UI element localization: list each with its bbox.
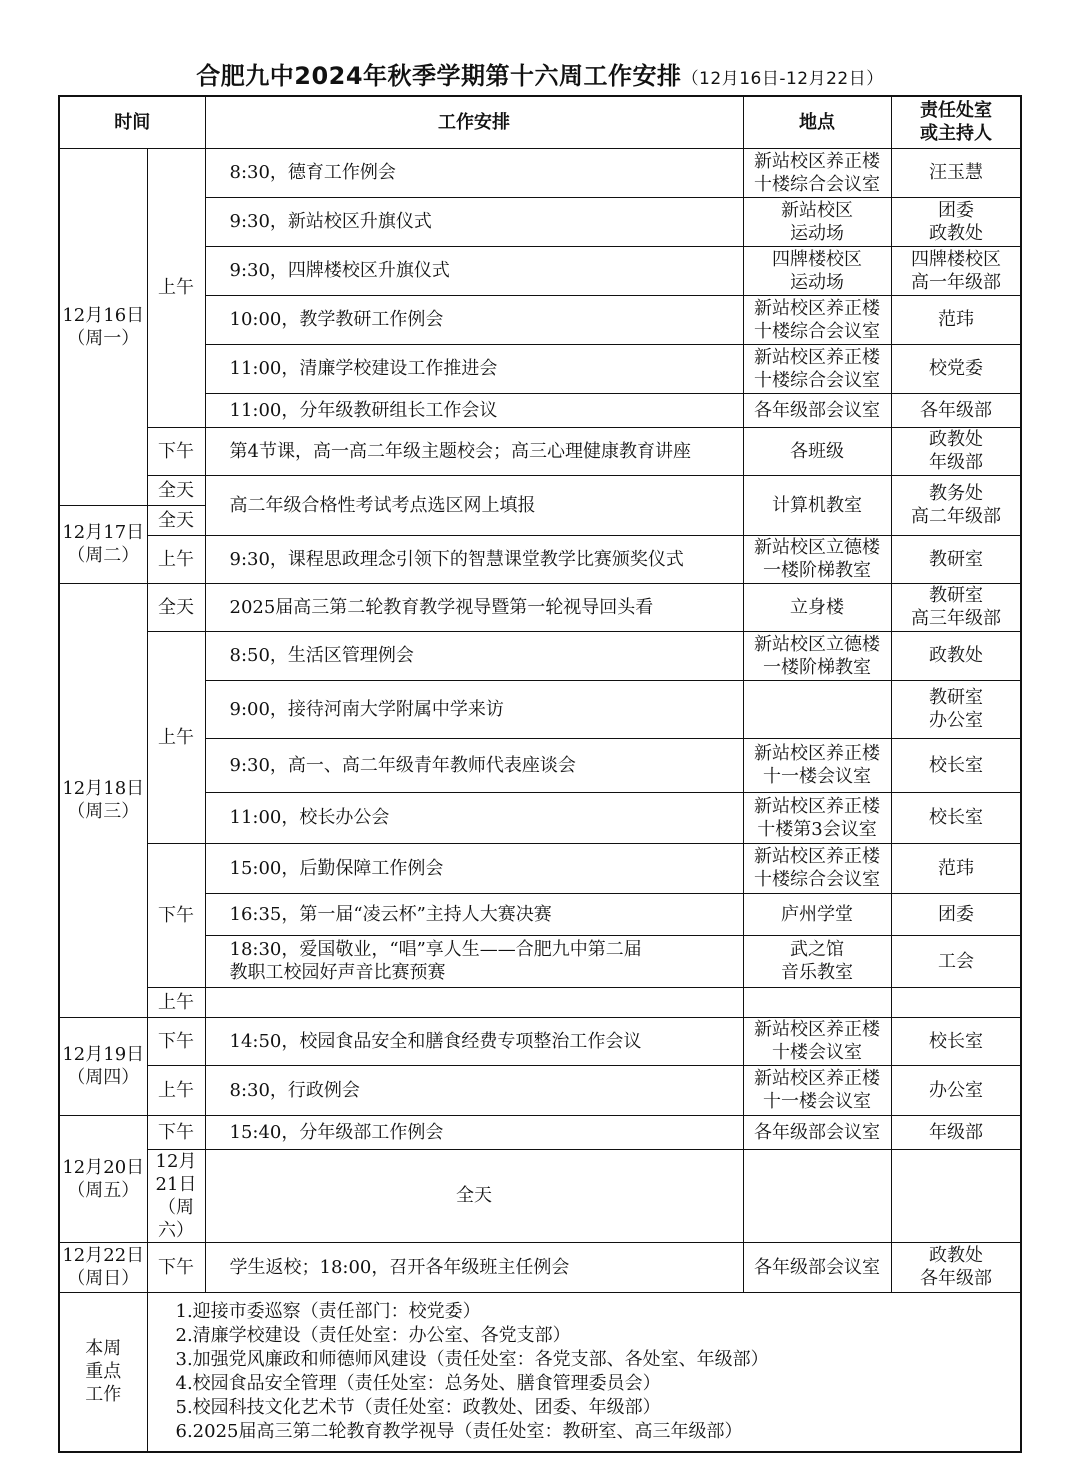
- focus-row: [59, 1292, 1021, 1452]
- day-label: 12月17日: [62, 522, 145, 543]
- work-text: 9:30，高一、高二年级青年教师代表座谈会: [229, 754, 576, 776]
- schedule-row: [59, 843, 1021, 893]
- day-cell: [147, 1149, 205, 1242]
- place-text: 各年级部会议室: [754, 399, 880, 421]
- work-cell: [205, 1115, 743, 1149]
- owner-text: 政教处: [929, 222, 983, 244]
- owner-cell: [891, 987, 1021, 1017]
- title-date-range: （12月16日-12月22日）: [681, 69, 884, 89]
- work-cell: [205, 427, 743, 475]
- day-label: 12月21日: [155, 1150, 197, 1195]
- owner-text: 工会: [938, 950, 974, 972]
- work-text: 8:30，德育工作例会: [229, 162, 396, 183]
- work-text: 15:00，后勤保障工作例会: [229, 857, 444, 879]
- work-text: 9:00，接待河南大学附属中学来访: [229, 698, 504, 720]
- work-text: 9:30，新站校区升旗仪式: [229, 211, 432, 232]
- owner-cell: [891, 197, 1021, 246]
- owner-text: 政教处: [929, 429, 983, 450]
- work-cell: [205, 987, 743, 1017]
- work-text: 9:30，课程思政理念引领下的智慧课堂教学比赛颁奖仪式: [229, 548, 684, 570]
- work-text: 第4节课，高一高二年级主题校会；高三心理健康教育讲座: [229, 440, 691, 462]
- work-cell: [205, 935, 743, 987]
- owner-text: 政教处: [929, 645, 983, 666]
- place-cell: [743, 680, 891, 738]
- day-label: （周四）: [67, 1067, 140, 1088]
- owner-cell: [891, 583, 1021, 631]
- owner-text: 校长室: [929, 1030, 983, 1052]
- period-cell: 下午: [147, 427, 205, 475]
- place-text: 十一楼会议室: [763, 766, 871, 787]
- place-text: 十楼会议室: [772, 1042, 862, 1063]
- period-cell: 全天: [147, 505, 205, 535]
- place-cell: [743, 631, 891, 680]
- place-cell: [743, 535, 891, 583]
- owner-text: 各年级部: [920, 399, 992, 421]
- focus-items: [147, 1292, 1021, 1452]
- place-text: 立身楼: [790, 596, 844, 618]
- owner-cell: [891, 843, 1021, 893]
- header-row: [59, 96, 1021, 148]
- focus-item: 3.加强党风廉政和师德师风建设（责任处室：各党支部、各处室、年级部）: [175, 1348, 769, 1370]
- place-cell: [743, 1017, 891, 1065]
- place-cell: [743, 583, 891, 631]
- owner-text: 团委: [938, 903, 974, 925]
- work-text: 11:00，分年级教研组长工作会议: [229, 399, 498, 421]
- work-cell: [205, 1065, 743, 1115]
- owner-text: 校长室: [929, 754, 983, 776]
- focus-item: 4.校园食品安全管理（责任处室：总务处、膳食管理委员会）: [175, 1372, 661, 1394]
- day-cell: [59, 1242, 147, 1292]
- place-text: 音乐教室: [781, 962, 853, 983]
- place-cell: [743, 738, 891, 792]
- place-text: 新站校区养正楼: [754, 743, 880, 764]
- owner-text: 办公室: [929, 1079, 983, 1101]
- place-cell: [743, 1065, 891, 1115]
- work-cell: [205, 475, 743, 535]
- schedule-row: [59, 987, 1021, 1017]
- owner-text: 高一年级部: [911, 271, 1001, 293]
- place-text: 十楼综合会议室: [754, 369, 880, 391]
- place-cell: [743, 893, 891, 935]
- schedule-row: [59, 475, 1021, 505]
- focus-label: [59, 1292, 147, 1452]
- owner-text: 范玮: [938, 309, 974, 330]
- work-cell: [743, 1149, 891, 1242]
- owner-cell: [891, 1017, 1021, 1065]
- period-cell: 上午: [147, 148, 205, 427]
- owner-text: 校党委: [929, 358, 983, 379]
- owner-cell: [891, 427, 1021, 475]
- place-cell: [743, 1115, 891, 1149]
- owner-cell: [891, 893, 1021, 935]
- owner-cell: [891, 792, 1021, 843]
- period-cell: 上午: [147, 987, 205, 1017]
- owner-cell: [891, 680, 1021, 738]
- owner-cell: [891, 393, 1021, 427]
- focus-item: 5.校园科技文化艺术节（责任处室：政教处、团委、年级部）: [175, 1396, 661, 1418]
- owner-cell: [891, 1242, 1021, 1292]
- work-text: 18:30，爱国敬业，“唱”享人生——合肥九中第二届: [229, 939, 642, 960]
- schedule-row: [59, 583, 1021, 631]
- place-text: 四牌楼校区: [772, 248, 862, 270]
- place-text: 一楼阶梯教室: [763, 560, 871, 581]
- owner-text: 年级部: [929, 452, 983, 473]
- place-text: 十楼综合会议室: [754, 173, 880, 195]
- work-cell: [205, 344, 743, 393]
- work-cell: [205, 738, 743, 792]
- schedule-row: [59, 148, 1021, 197]
- owner-text: 教研室: [929, 548, 983, 570]
- owner-text: 四牌楼校区: [911, 248, 1001, 270]
- owner-text: 年级部: [929, 1121, 983, 1143]
- place-cell: [743, 197, 891, 246]
- owner-cell: [891, 1115, 1021, 1149]
- day-label: （周五）: [67, 1179, 140, 1201]
- period-cell: 下午: [147, 1115, 205, 1149]
- place-text: 新站校区养正楼: [754, 297, 880, 319]
- owner-cell: [891, 246, 1021, 295]
- focus-item: 1.迎接市委巡察（责任部门：校党委）: [175, 1300, 481, 1322]
- place-text: 各班级: [790, 440, 844, 462]
- schedule-row: [59, 427, 1021, 475]
- work-cell: [205, 1242, 743, 1292]
- work-cell: [205, 843, 743, 893]
- day-label: （周三）: [67, 801, 140, 822]
- owner-cell: [891, 1065, 1021, 1115]
- place-text: 新站校区养正楼: [754, 846, 880, 867]
- day-cell: [59, 505, 147, 583]
- place-cell: [743, 246, 891, 295]
- place-text: 新站校区养正楼: [754, 346, 880, 368]
- place-cell: [743, 148, 891, 197]
- place-text: 各年级部会议室: [754, 1256, 880, 1278]
- place-text: 运动场: [790, 271, 844, 293]
- day-label: 12月16日: [62, 304, 145, 326]
- work-cell: [205, 197, 743, 246]
- period-cell: 全天: [147, 475, 205, 505]
- place-text: 新站校区养正楼: [754, 795, 880, 817]
- owner-text: 各年级部: [920, 1268, 992, 1289]
- work-text: 8:50，生活区管理例会: [229, 645, 414, 666]
- page-title: [0, 56, 1080, 91]
- place-text: 武之馆: [790, 939, 844, 960]
- period-cell: 全天: [147, 583, 205, 631]
- place-cell: [743, 792, 891, 843]
- work-text: 16:35，第一届“凌云杯”主持人大赛决赛: [229, 903, 552, 925]
- day-label: （周日）: [67, 1268, 140, 1289]
- work-text: 教职工校园好声音比赛预赛: [229, 962, 446, 983]
- schedule-row: [59, 1115, 1021, 1149]
- place-text: 十楼综合会议室: [754, 869, 880, 890]
- work-text: 高二年级合格性考试考点选区网上填报: [229, 494, 536, 516]
- title-main: 合肥九中2024年秋季学期第十六周工作安排: [196, 62, 682, 90]
- focus-item: 6.2025届高三第二轮教育教学视导（责任处室：教研室、高三年级部）: [175, 1420, 743, 1442]
- place-text: 十楼第3会议室: [757, 818, 877, 840]
- work-cell: [205, 631, 743, 680]
- work-cell: [205, 393, 743, 427]
- day-label: 12月18日: [62, 778, 145, 799]
- work-cell: [205, 583, 743, 631]
- work-cell: [205, 893, 743, 935]
- owner-cell: [891, 148, 1021, 197]
- header-work: 工作安排: [205, 96, 743, 148]
- period-cell: 全天: [205, 1149, 743, 1242]
- owner-cell: [891, 631, 1021, 680]
- day-cell: [59, 1017, 147, 1115]
- owner-text: 办公室: [929, 710, 983, 731]
- place-text: 新站校区养正楼: [754, 150, 880, 172]
- day-label: （周六）: [158, 1196, 194, 1241]
- place-cell: [743, 427, 891, 475]
- schedule-row: [59, 631, 1021, 680]
- work-text: 11:00，清廉学校建设工作推进会: [229, 358, 498, 379]
- place-text: 一楼阶梯教室: [763, 656, 871, 678]
- work-text: 15:40，分年级部工作例会: [229, 1121, 444, 1143]
- day-label: （周二）: [67, 545, 140, 566]
- owner-cell: [891, 935, 1021, 987]
- owner-cell: [891, 738, 1021, 792]
- place-cell: [743, 295, 891, 344]
- place-text: 新站校区养正楼: [754, 1068, 880, 1089]
- owner-text: 教研室: [929, 687, 983, 708]
- place-cell: [743, 344, 891, 393]
- place-text: 计算机教室: [772, 494, 862, 516]
- period-cell: 下午: [147, 843, 205, 987]
- place-cell: [743, 935, 891, 987]
- place-text: 庐州学堂: [781, 903, 853, 925]
- schedule-row: [59, 1242, 1021, 1292]
- work-cell: [205, 148, 743, 197]
- place-cell: [743, 475, 891, 535]
- focus-label-text: 重点: [85, 1361, 122, 1383]
- schedule-row: [59, 1149, 1021, 1242]
- place-text: 新站校区立德楼: [754, 633, 880, 655]
- work-cell: [205, 792, 743, 843]
- work-text: 2025届高三第二轮教育教学视导暨第一轮视导回头看: [229, 596, 654, 618]
- place-text: 运动场: [790, 222, 844, 244]
- schedule-table: [58, 95, 1022, 1453]
- focus-item: 2.清廉学校建设（责任处室：办公室、各党支部）: [175, 1324, 571, 1346]
- place-text: 十楼综合会议室: [754, 320, 880, 342]
- schedule-row: [59, 1017, 1021, 1065]
- owner-text: 高三年级部: [911, 608, 1001, 629]
- owner-text: 政教处: [929, 1245, 983, 1266]
- work-text: 11:00，校长办公会: [229, 807, 390, 828]
- period-cell: 上午: [147, 1065, 205, 1115]
- work-text: 10:00，教学教研工作例会: [229, 309, 444, 330]
- header-time: 时间: [59, 96, 205, 148]
- work-text: 14:50，校园食品安全和膳食经费专项整治工作会议: [229, 1030, 642, 1052]
- owner-cell: [891, 535, 1021, 583]
- day-label: 12月22日: [62, 1245, 145, 1266]
- place-cell: [743, 393, 891, 427]
- day-label: 12月20日: [62, 1156, 145, 1178]
- schedule-row: [59, 1065, 1021, 1115]
- owner-cell: [891, 475, 1021, 535]
- owner-text: 团委: [938, 199, 974, 221]
- period-cell: 下午: [147, 1017, 205, 1065]
- header-place: 地点: [743, 96, 891, 148]
- day-cell: [59, 148, 147, 505]
- schedule-row: [59, 535, 1021, 583]
- place-cell: [891, 1149, 1021, 1242]
- owner-text: 教研室: [929, 585, 983, 606]
- work-text: 9:30，四牌楼校区升旗仪式: [229, 260, 450, 281]
- place-cell: [743, 1242, 891, 1292]
- focus-label-text: 本周: [85, 1338, 122, 1360]
- place-text: 新站校区养正楼: [754, 1019, 880, 1040]
- work-text: 学生返校；18:00，召开各年级班主任例会: [229, 1256, 570, 1278]
- period-cell: 上午: [147, 535, 205, 583]
- owner-text: 高二年级部: [911, 506, 1001, 527]
- header-owner: 责任处室 或主持人: [891, 96, 1021, 148]
- work-text: 8:30，行政例会: [229, 1079, 360, 1101]
- day-label: 12月19日: [62, 1044, 145, 1065]
- focus-label-text: 工作: [85, 1384, 122, 1406]
- day-label: （周一）: [67, 327, 140, 349]
- place-cell: [743, 843, 891, 893]
- period-cell: 下午: [147, 1242, 205, 1292]
- place-text: 十一楼会议室: [763, 1091, 871, 1112]
- owner-cell: [891, 344, 1021, 393]
- work-cell: [205, 246, 743, 295]
- day-cell: [59, 583, 147, 1017]
- day-cell: [59, 1115, 147, 1242]
- place-text: 新站校区: [781, 199, 853, 221]
- owner-cell: [891, 295, 1021, 344]
- work-cell: [205, 295, 743, 344]
- work-cell: [205, 680, 743, 738]
- period-cell: 上午: [147, 631, 205, 843]
- owner-text: 校长室: [929, 807, 983, 828]
- work-cell: [205, 1017, 743, 1065]
- owner-text: 汪玉慧: [929, 162, 983, 183]
- owner-text: 范玮: [938, 857, 974, 879]
- work-cell: [205, 535, 743, 583]
- place-cell: [743, 987, 891, 1017]
- place-text: 各年级部会议室: [754, 1121, 880, 1143]
- place-text: 新站校区立德楼: [754, 537, 880, 558]
- owner-text: 教务处: [929, 483, 983, 504]
